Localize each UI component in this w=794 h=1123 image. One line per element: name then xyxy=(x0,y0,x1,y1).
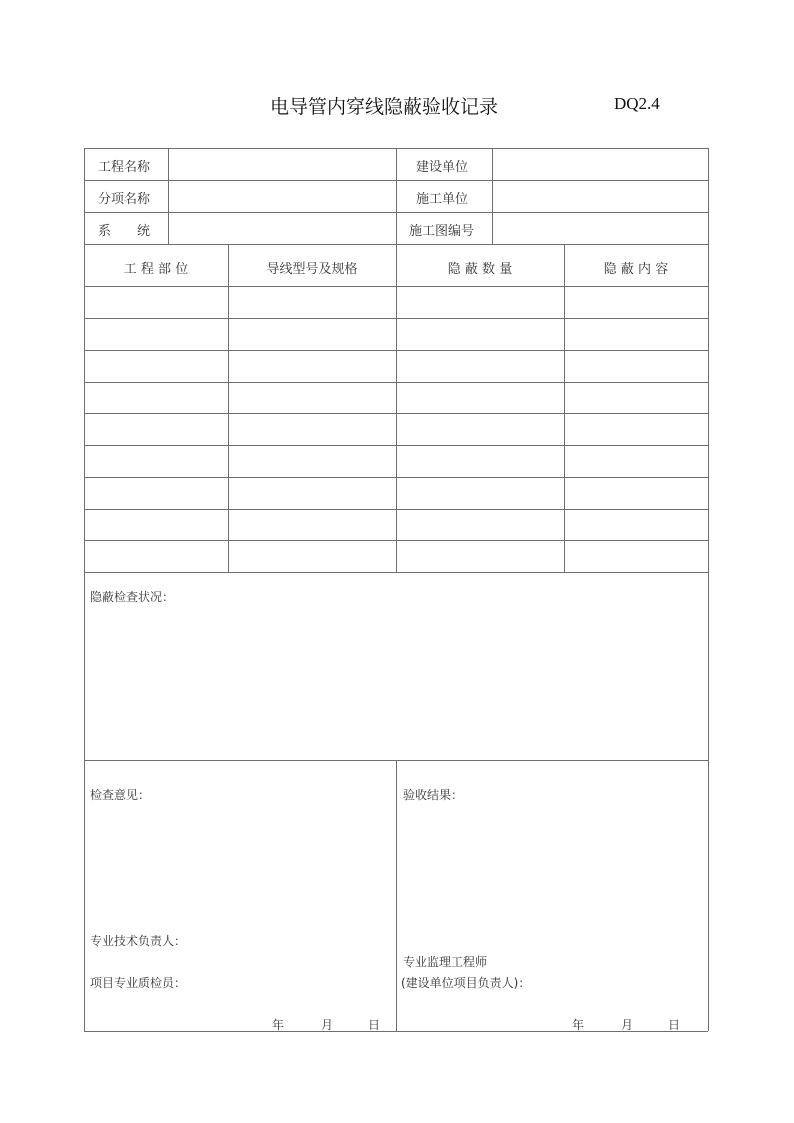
acceptance-date-year: 年 xyxy=(572,1018,585,1032)
label-project-name: 工程名称 xyxy=(98,160,151,175)
label-subitem-name: 分项名称 xyxy=(98,192,151,207)
opinion-date-year: 年 xyxy=(272,1018,285,1032)
acceptance-date-month: 月 xyxy=(621,1018,634,1032)
col-header-wire-spec: 导线型号及规格 xyxy=(266,262,358,277)
table-row[interactable] xyxy=(86,478,226,508)
divider xyxy=(84,572,708,573)
table-row[interactable] xyxy=(86,510,226,540)
table-cell[interactable] xyxy=(398,351,562,381)
divider xyxy=(492,148,493,244)
border-left xyxy=(84,148,85,1031)
table-cell[interactable] xyxy=(566,351,706,381)
table-row[interactable] xyxy=(86,287,226,317)
table-row[interactable] xyxy=(86,351,226,381)
col-header-quantity: 隐 蔽 数 量 xyxy=(447,262,513,277)
table-row[interactable] xyxy=(86,446,226,476)
owner-rep-label: (建设单位项目负责人)： xyxy=(401,976,531,990)
divider xyxy=(396,760,397,1031)
table-cell[interactable] xyxy=(230,383,394,413)
drawing-no-field[interactable] xyxy=(494,214,706,243)
table-cell[interactable] xyxy=(230,414,394,444)
divider xyxy=(168,148,169,244)
label-system: 系 统 xyxy=(98,224,151,239)
table-row[interactable] xyxy=(86,319,226,349)
table-cell[interactable] xyxy=(566,414,706,444)
table-cell[interactable] xyxy=(230,541,394,571)
table-cell[interactable] xyxy=(566,383,706,413)
opinion-label: 检查意见： xyxy=(90,788,151,802)
table-cell[interactable] xyxy=(398,510,562,540)
table-row[interactable] xyxy=(86,541,226,571)
table-cell[interactable] xyxy=(230,446,394,476)
table-cell[interactable] xyxy=(230,510,394,540)
table-cell[interactable] xyxy=(566,287,706,317)
table-cell[interactable] xyxy=(398,383,562,413)
table-cell[interactable] xyxy=(230,287,394,317)
border-right xyxy=(708,148,709,1031)
form-table xyxy=(84,148,708,1031)
qc-inspector-label: 项目专业质检员： xyxy=(90,976,187,990)
table-cell[interactable] xyxy=(398,541,562,571)
acceptance-label: 验收结果： xyxy=(403,788,464,802)
label-drawing-no: 施工图编号 xyxy=(409,224,475,239)
tech-lead-label: 专业技术负责人： xyxy=(90,934,187,948)
table-cell[interactable] xyxy=(566,319,706,349)
table-cell[interactable] xyxy=(398,478,562,508)
col-header-content: 隐 蔽 内 容 xyxy=(603,262,669,277)
table-cell[interactable] xyxy=(230,319,394,349)
inspection-textarea[interactable] xyxy=(90,610,702,756)
contractor-field[interactable] xyxy=(494,182,706,211)
table-cell[interactable] xyxy=(566,478,706,508)
opinion-textarea[interactable] xyxy=(90,808,390,928)
table-cell[interactable] xyxy=(398,446,562,476)
acceptance-textarea[interactable] xyxy=(403,808,703,928)
inspection-label: 隐蔽检查状况： xyxy=(90,590,175,604)
col-header-location: 工 程 部 位 xyxy=(123,262,189,277)
divider xyxy=(396,148,397,244)
form-title: 电导管内穿线隐蔽验收记录 xyxy=(270,96,499,118)
table-cell[interactable] xyxy=(398,414,562,444)
label-contractor: 施工单位 xyxy=(416,192,469,207)
form-code: DQ2.4 xyxy=(614,94,660,113)
table-cell[interactable] xyxy=(566,541,706,571)
project-name-field[interactable] xyxy=(170,150,394,179)
border-bottom xyxy=(84,1031,708,1032)
acceptance-date-day: 日 xyxy=(668,1018,681,1032)
supervisor-label: 专业监理工程师 xyxy=(403,955,488,969)
table-body xyxy=(84,287,708,571)
label-owner-unit: 建设单位 xyxy=(416,160,469,175)
table-cell[interactable] xyxy=(230,351,394,381)
table-cell[interactable] xyxy=(398,319,562,349)
table-cell[interactable] xyxy=(230,478,394,508)
owner-unit-field[interactable] xyxy=(494,150,706,179)
table-row[interactable] xyxy=(86,414,226,444)
opinion-date-day: 日 xyxy=(368,1018,381,1032)
table-cell[interactable] xyxy=(566,446,706,476)
subitem-name-field[interactable] xyxy=(170,182,394,211)
table-cell[interactable] xyxy=(398,287,562,317)
opinion-date-month: 月 xyxy=(321,1018,334,1032)
system-field[interactable] xyxy=(170,214,394,243)
table-row[interactable] xyxy=(86,383,226,413)
table-cell[interactable] xyxy=(566,510,706,540)
